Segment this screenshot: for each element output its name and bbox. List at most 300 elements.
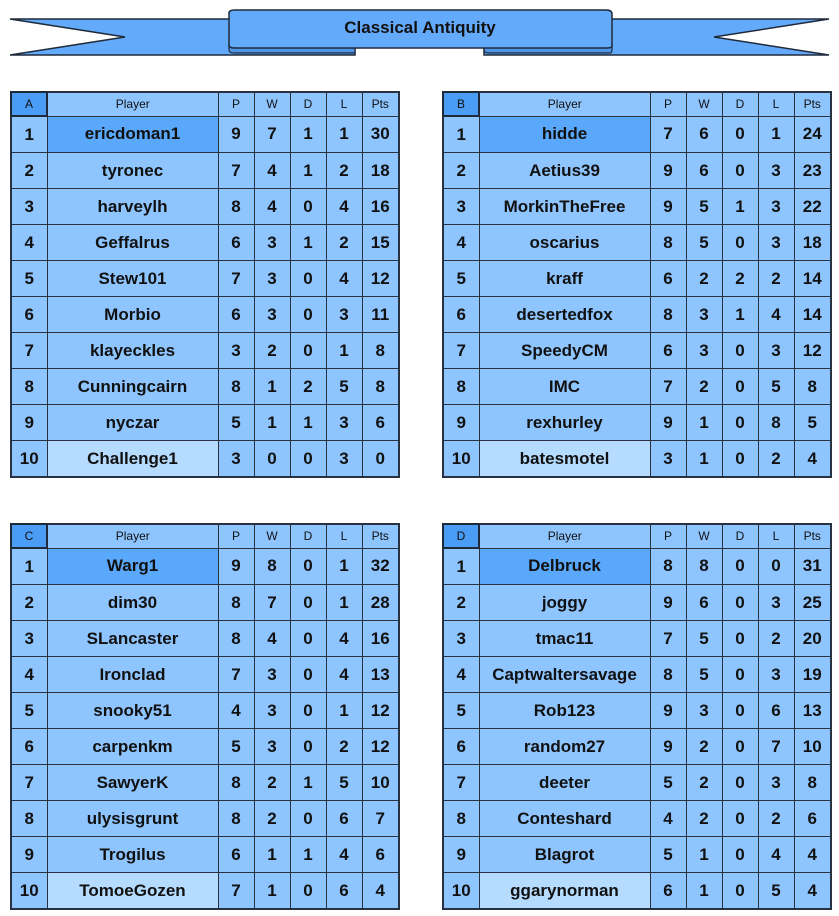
drawn-cell: 0 (722, 225, 758, 261)
played-cell: 4 (650, 801, 686, 837)
points-cell: 12 (362, 261, 399, 297)
won-cell: 5 (686, 621, 722, 657)
played-cell: 5 (218, 729, 254, 765)
group-label: B (443, 92, 479, 116)
drawn-cell: 0 (290, 297, 326, 333)
rank-cell: 7 (443, 333, 479, 369)
table-row (443, 657, 831, 693)
won-cell: 2 (686, 729, 722, 765)
won-cell: 3 (686, 297, 722, 333)
played-cell: 9 (650, 405, 686, 441)
drawn-cell: 0 (290, 693, 326, 729)
rank-cell: 2 (443, 585, 479, 621)
played-cell: 8 (650, 548, 686, 585)
rank-cell: 6 (11, 297, 47, 333)
rank-cell: 7 (11, 333, 47, 369)
player-name: Rob123 (479, 693, 650, 729)
played-cell: 6 (218, 297, 254, 333)
rank-cell: 10 (443, 441, 479, 478)
player-name: dim30 (47, 585, 218, 621)
table-row (443, 441, 831, 478)
won-cell: 2 (686, 261, 722, 297)
played-cell: 3 (218, 333, 254, 369)
drawn-cell: 0 (722, 621, 758, 657)
lost-cell: 5 (758, 873, 794, 910)
player-name: random27 (479, 729, 650, 765)
rank-cell: 8 (443, 801, 479, 837)
table-row (11, 729, 399, 765)
player-name: tyronec (47, 153, 218, 189)
won-cell: 3 (686, 693, 722, 729)
player-name: TomoeGozen (47, 873, 218, 910)
lost-cell: 0 (758, 548, 794, 585)
points-cell: 13 (362, 657, 399, 693)
won-cell: 3 (254, 225, 290, 261)
points-cell: 15 (362, 225, 399, 261)
drawn-cell: 1 (290, 225, 326, 261)
lost-cell: 4 (326, 261, 362, 297)
group-a-table (10, 91, 400, 478)
rank-cell: 5 (11, 261, 47, 297)
player-name: SpeedyCM (479, 333, 650, 369)
points-cell: 8 (794, 765, 831, 801)
lost-cell: 2 (758, 621, 794, 657)
rank-cell: 6 (443, 729, 479, 765)
won-cell: 2 (254, 765, 290, 801)
player-name: harveylh (47, 189, 218, 225)
points-cell: 14 (794, 297, 831, 333)
rank-cell: 5 (443, 693, 479, 729)
table-row (443, 369, 831, 405)
drawn-cell: 0 (722, 405, 758, 441)
drawn-cell: 1 (290, 765, 326, 801)
played-cell: 8 (218, 369, 254, 405)
player-name: desertedfox (479, 297, 650, 333)
points-cell: 30 (362, 116, 399, 153)
col-drawn: D (722, 524, 758, 548)
table-row (11, 297, 399, 333)
played-cell: 7 (650, 621, 686, 657)
rank-cell: 9 (443, 405, 479, 441)
lost-cell: 4 (326, 189, 362, 225)
rank-cell: 4 (11, 657, 47, 693)
table-row (443, 765, 831, 801)
lost-cell: 4 (758, 297, 794, 333)
header-row (11, 524, 399, 548)
drawn-cell: 0 (290, 585, 326, 621)
won-cell: 1 (254, 369, 290, 405)
player-name: Morbio (47, 297, 218, 333)
played-cell: 7 (218, 153, 254, 189)
header-row (11, 92, 399, 116)
played-cell: 8 (218, 765, 254, 801)
drawn-cell: 1 (290, 405, 326, 441)
player-name: Challenge1 (47, 441, 218, 478)
table-row (11, 548, 399, 585)
player-name: SawyerK (47, 765, 218, 801)
drawn-cell: 0 (722, 801, 758, 837)
played-cell: 9 (218, 116, 254, 153)
points-cell: 8 (794, 369, 831, 405)
table-row (443, 621, 831, 657)
lost-cell: 1 (326, 548, 362, 585)
table-row (11, 621, 399, 657)
table-row (443, 116, 831, 153)
group-b-table (442, 91, 832, 478)
table-row (443, 225, 831, 261)
points-cell: 14 (794, 261, 831, 297)
won-cell: 1 (254, 873, 290, 910)
rank-cell: 10 (11, 441, 47, 478)
lost-cell: 2 (758, 261, 794, 297)
won-cell: 4 (254, 621, 290, 657)
won-cell: 6 (686, 116, 722, 153)
drawn-cell: 0 (290, 441, 326, 478)
played-cell: 5 (218, 405, 254, 441)
group-label: D (443, 524, 479, 548)
player-name: hidde (479, 116, 650, 153)
table-row (11, 189, 399, 225)
played-cell: 5 (650, 837, 686, 873)
player-name: joggy (479, 585, 650, 621)
player-name: carpenkm (47, 729, 218, 765)
player-name: deeter (479, 765, 650, 801)
table-row (443, 548, 831, 585)
points-cell: 28 (362, 585, 399, 621)
played-cell: 6 (218, 837, 254, 873)
table-row (443, 333, 831, 369)
won-cell: 1 (686, 405, 722, 441)
points-cell: 13 (794, 693, 831, 729)
won-cell: 2 (254, 333, 290, 369)
player-name: Captwaltersavage (479, 657, 650, 693)
player-name: SLancaster (47, 621, 218, 657)
lost-cell: 1 (326, 333, 362, 369)
drawn-cell: 0 (722, 369, 758, 405)
rank-cell: 9 (443, 837, 479, 873)
table-row (443, 837, 831, 873)
lost-cell: 7 (758, 729, 794, 765)
lost-cell: 3 (326, 405, 362, 441)
rank-cell: 1 (443, 116, 479, 153)
rank-cell: 4 (443, 225, 479, 261)
drawn-cell: 0 (722, 657, 758, 693)
table-row (443, 729, 831, 765)
col-player: Player (47, 524, 218, 548)
drawn-cell: 2 (722, 261, 758, 297)
played-cell: 8 (650, 225, 686, 261)
player-name: Warg1 (47, 548, 218, 585)
rank-cell: 1 (11, 548, 47, 585)
played-cell: 7 (218, 873, 254, 910)
col-drawn: D (290, 524, 326, 548)
drawn-cell: 0 (290, 189, 326, 225)
drawn-cell: 0 (290, 333, 326, 369)
won-cell: 4 (254, 189, 290, 225)
header-row (443, 92, 831, 116)
table-row (443, 585, 831, 621)
col-player: Player (479, 524, 650, 548)
rank-cell: 1 (443, 548, 479, 585)
played-cell: 7 (218, 261, 254, 297)
col-player: Player (479, 92, 650, 116)
col-played: P (218, 92, 254, 116)
player-name: Stew101 (47, 261, 218, 297)
table-row (11, 153, 399, 189)
played-cell: 8 (218, 585, 254, 621)
rank-cell: 10 (11, 873, 47, 910)
points-cell: 8 (362, 369, 399, 405)
played-cell: 4 (218, 693, 254, 729)
points-cell: 18 (794, 225, 831, 261)
player-name: kraff (479, 261, 650, 297)
table-row (443, 297, 831, 333)
table-row (11, 801, 399, 837)
drawn-cell: 0 (290, 657, 326, 693)
lost-cell: 4 (758, 837, 794, 873)
lost-cell: 4 (326, 837, 362, 873)
lost-cell: 2 (758, 801, 794, 837)
points-cell: 4 (362, 873, 399, 910)
rank-cell: 5 (11, 693, 47, 729)
player-name: Delbruck (479, 548, 650, 585)
played-cell: 7 (650, 369, 686, 405)
table-row (443, 405, 831, 441)
points-cell: 18 (362, 153, 399, 189)
table-row (11, 585, 399, 621)
played-cell: 6 (650, 261, 686, 297)
won-cell: 5 (686, 225, 722, 261)
played-cell: 9 (650, 729, 686, 765)
won-cell: 2 (686, 765, 722, 801)
points-cell: 4 (794, 837, 831, 873)
table-row (11, 441, 399, 478)
lost-cell: 2 (758, 441, 794, 478)
col-won: W (686, 92, 722, 116)
won-cell: 3 (254, 261, 290, 297)
drawn-cell: 0 (722, 116, 758, 153)
played-cell: 9 (650, 189, 686, 225)
played-cell: 8 (218, 189, 254, 225)
lost-cell: 3 (758, 585, 794, 621)
rank-cell: 2 (443, 153, 479, 189)
won-cell: 1 (254, 837, 290, 873)
won-cell: 3 (686, 333, 722, 369)
lost-cell: 3 (326, 297, 362, 333)
lost-cell: 4 (326, 657, 362, 693)
lost-cell: 1 (758, 116, 794, 153)
points-cell: 12 (362, 729, 399, 765)
lost-cell: 2 (326, 729, 362, 765)
points-cell: 7 (362, 801, 399, 837)
won-cell: 3 (254, 693, 290, 729)
lost-cell: 5 (758, 369, 794, 405)
points-cell: 12 (794, 333, 831, 369)
player-name: klayeckles (47, 333, 218, 369)
col-lost: L (758, 524, 794, 548)
points-cell: 8 (362, 333, 399, 369)
played-cell: 8 (218, 621, 254, 657)
points-cell: 11 (362, 297, 399, 333)
played-cell: 3 (650, 441, 686, 478)
won-cell: 0 (254, 441, 290, 478)
rank-cell: 4 (443, 657, 479, 693)
col-won: W (254, 92, 290, 116)
drawn-cell: 0 (290, 801, 326, 837)
won-cell: 7 (254, 585, 290, 621)
played-cell: 8 (218, 801, 254, 837)
drawn-cell: 0 (290, 548, 326, 585)
won-cell: 3 (254, 297, 290, 333)
points-cell: 6 (362, 405, 399, 441)
points-cell: 12 (362, 693, 399, 729)
table-row (443, 873, 831, 910)
played-cell: 6 (650, 873, 686, 910)
drawn-cell: 0 (290, 729, 326, 765)
drawn-cell: 0 (290, 873, 326, 910)
lost-cell: 5 (326, 765, 362, 801)
page-title: Classical Antiquity (344, 17, 496, 37)
points-cell: 5 (794, 405, 831, 441)
rank-cell: 8 (443, 369, 479, 405)
col-drawn: D (722, 92, 758, 116)
played-cell: 6 (218, 225, 254, 261)
table-row (443, 261, 831, 297)
lost-cell: 3 (758, 765, 794, 801)
points-cell: 32 (362, 548, 399, 585)
rank-cell: 2 (11, 153, 47, 189)
col-lost: L (326, 92, 362, 116)
lost-cell: 3 (326, 441, 362, 478)
played-cell: 9 (218, 548, 254, 585)
col-points: Pts (362, 524, 399, 548)
player-name: MorkinTheFree (479, 189, 650, 225)
rank-cell: 3 (443, 189, 479, 225)
table-row (11, 693, 399, 729)
table-row (11, 405, 399, 441)
won-cell: 4 (254, 153, 290, 189)
col-lost: L (326, 524, 362, 548)
lost-cell: 1 (326, 585, 362, 621)
lost-cell: 3 (758, 225, 794, 261)
table-row (11, 116, 399, 153)
won-cell: 2 (254, 801, 290, 837)
player-name: Blagrot (479, 837, 650, 873)
table-row (11, 333, 399, 369)
col-played: P (650, 524, 686, 548)
points-cell: 16 (362, 189, 399, 225)
lost-cell: 6 (758, 693, 794, 729)
drawn-cell: 0 (722, 693, 758, 729)
played-cell: 9 (650, 693, 686, 729)
drawn-cell: 1 (290, 837, 326, 873)
rank-cell: 3 (443, 621, 479, 657)
rank-cell: 5 (443, 261, 479, 297)
points-cell: 20 (794, 621, 831, 657)
played-cell: 7 (650, 116, 686, 153)
player-name: batesmotel (479, 441, 650, 478)
drawn-cell: 0 (722, 765, 758, 801)
points-cell: 22 (794, 189, 831, 225)
drawn-cell: 1 (722, 189, 758, 225)
lost-cell: 3 (758, 657, 794, 693)
won-cell: 2 (686, 801, 722, 837)
played-cell: 5 (650, 765, 686, 801)
won-cell: 8 (686, 548, 722, 585)
col-played: P (650, 92, 686, 116)
points-cell: 16 (362, 621, 399, 657)
col-drawn: D (290, 92, 326, 116)
table-row (11, 837, 399, 873)
lost-cell: 1 (326, 693, 362, 729)
player-name: Conteshard (479, 801, 650, 837)
table-row (11, 657, 399, 693)
player-name: oscarius (479, 225, 650, 261)
points-cell: 23 (794, 153, 831, 189)
col-lost: L (758, 92, 794, 116)
drawn-cell: 0 (290, 621, 326, 657)
table-row (11, 873, 399, 910)
won-cell: 5 (686, 189, 722, 225)
won-cell: 2 (686, 369, 722, 405)
player-name: Aetius39 (479, 153, 650, 189)
lost-cell: 5 (326, 369, 362, 405)
played-cell: 8 (650, 657, 686, 693)
player-name: Cunningcairn (47, 369, 218, 405)
col-points: Pts (794, 92, 831, 116)
won-cell: 1 (686, 873, 722, 910)
col-played: P (218, 524, 254, 548)
drawn-cell: 2 (290, 369, 326, 405)
points-cell: 4 (794, 441, 831, 478)
rank-cell: 6 (443, 297, 479, 333)
header-row (443, 524, 831, 548)
won-cell: 1 (686, 441, 722, 478)
table-row (443, 693, 831, 729)
drawn-cell: 0 (290, 261, 326, 297)
lost-cell: 6 (326, 801, 362, 837)
table-row (11, 225, 399, 261)
col-won: W (686, 524, 722, 548)
played-cell: 8 (650, 297, 686, 333)
rank-cell: 2 (11, 585, 47, 621)
points-cell: 10 (794, 729, 831, 765)
table-row (11, 369, 399, 405)
group-label: C (11, 524, 47, 548)
player-name: Geffalrus (47, 225, 218, 261)
rank-cell: 9 (11, 837, 47, 873)
drawn-cell: 1 (290, 116, 326, 153)
played-cell: 7 (218, 657, 254, 693)
rank-cell: 8 (11, 369, 47, 405)
won-cell: 7 (254, 116, 290, 153)
drawn-cell: 1 (722, 297, 758, 333)
won-cell: 8 (254, 548, 290, 585)
won-cell: 3 (254, 657, 290, 693)
lost-cell: 2 (326, 153, 362, 189)
rank-cell: 8 (11, 801, 47, 837)
points-cell: 31 (794, 548, 831, 585)
rank-cell: 10 (443, 873, 479, 910)
rank-cell: 1 (11, 116, 47, 153)
player-name: tmac11 (479, 621, 650, 657)
drawn-cell: 0 (722, 333, 758, 369)
player-name: IMC (479, 369, 650, 405)
player-name: rexhurley (479, 405, 650, 441)
group-label: A (11, 92, 47, 116)
played-cell: 9 (650, 585, 686, 621)
drawn-cell: 0 (722, 837, 758, 873)
